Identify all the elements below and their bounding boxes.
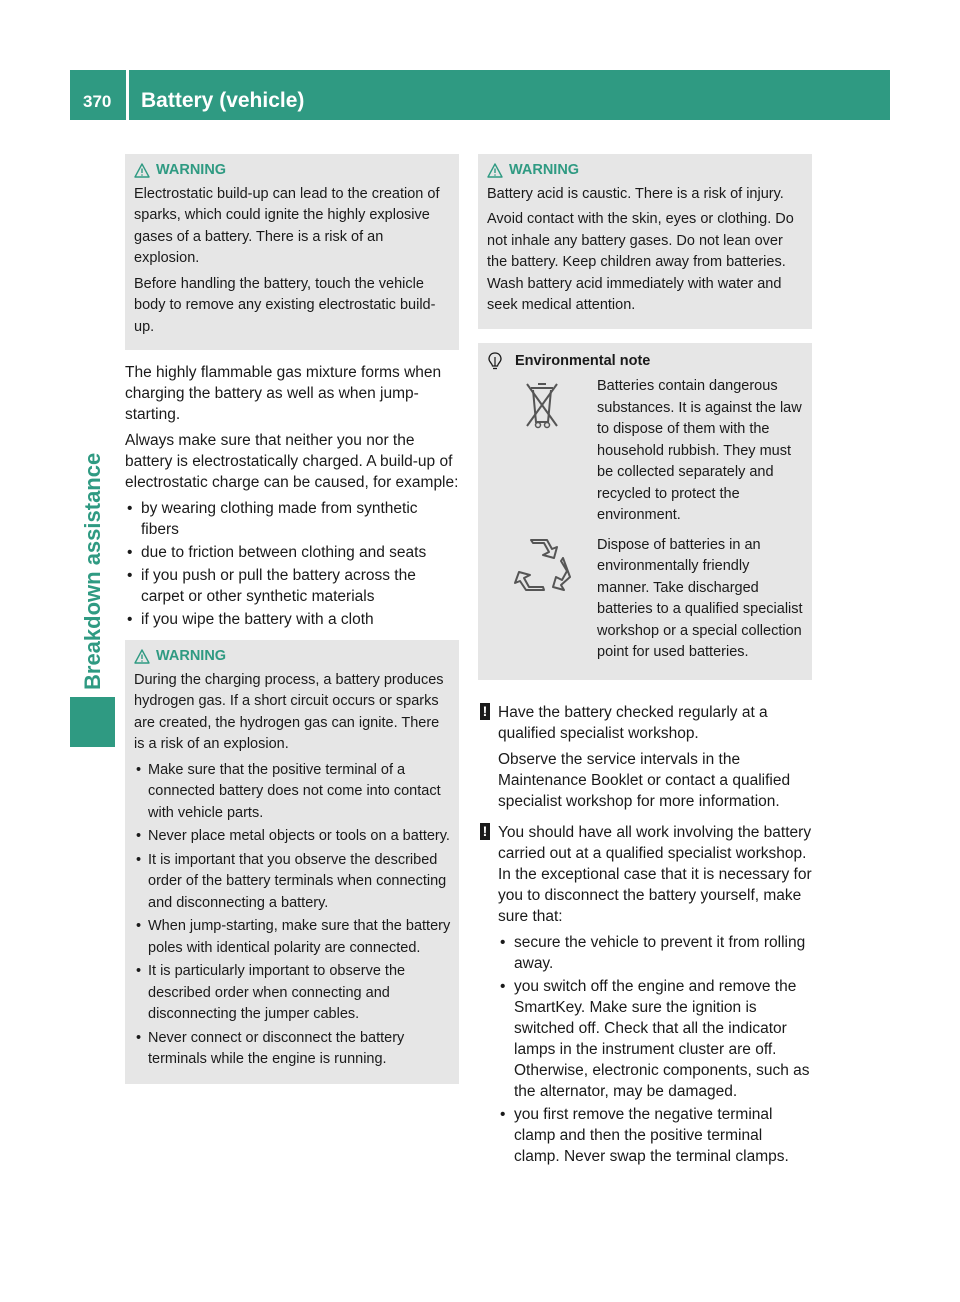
- warning-box-acid: [478, 154, 812, 329]
- note-text: You should have all work involving the battery carried out at a qualified specialist workshop. In the exceptional case that it is necessary for you to disconnect the battery yourself, make sure that:: [498, 823, 812, 925]
- exclamation-icon: !: [480, 703, 490, 720]
- list-item: • When jump-starting, make sure that the battery poles with identical polarity are connected.: [134, 916, 451, 959]
- list-item: • secure the vehicle to prevent it from rolling away.: [498, 932, 812, 974]
- warning-box-electrostatic: [125, 154, 459, 350]
- env-row-recycling: [487, 535, 804, 664]
- warning-triangle-icon: [134, 163, 150, 178]
- warning-list: [134, 760, 451, 1071]
- warning-text: Before handling the battery, touch the vehicle body to remove any existing electrostatic build-up.: [134, 275, 436, 335]
- list-item: • It is particularly important to observe the described order when connecting and disconnecting the jumper cables.: [134, 961, 451, 1026]
- warning-heading: [487, 160, 804, 182]
- warning-box-hydrogen: [125, 640, 459, 1084]
- body-paragraph: Always make sure that neither you nor the battery is electrostatically charged. A build-up of electrostatic charge can be caused, for example:: [125, 432, 459, 491]
- body-paragraph: The highly flammable gas mixture forms when charging the battery as well as when jump-starting.: [125, 364, 442, 423]
- header-divider: [126, 70, 129, 120]
- section-side-block: [70, 697, 115, 747]
- list-item: • due to friction between clothing and seats: [125, 542, 459, 563]
- warning-title: WARNING: [156, 648, 227, 664]
- env-row-disposal: [487, 376, 804, 527]
- list-item: • if you wipe the battery with a cloth: [125, 609, 459, 630]
- environmental-title: Environmental note: [515, 352, 651, 369]
- recycling-icon: [513, 537, 571, 593]
- warning-triangle-icon: [487, 163, 503, 178]
- right-column: [478, 154, 812, 1173]
- page-number: 370: [83, 92, 112, 111]
- list-item: • It is important that you observe the described order of the battery terminals when connecting and disconnecting a battery.: [134, 850, 451, 915]
- list-item: • you first remove the negative terminal clamp and then the positive terminal clamp. Never swap the terminal clamps.: [498, 1104, 812, 1167]
- service-note: [478, 702, 812, 812]
- env-text: Batteries contain dangerous substances. It is against the law to dispose of them with the household rubbish. They must be collected separately and recycled to protect the environment.: [597, 378, 802, 523]
- note-text: Observe the service intervals in the Maintenance Booklet or contact a qualified specialist workshop for more information.: [498, 750, 791, 810]
- environmental-heading: [487, 351, 804, 373]
- exclamation-icon: !: [480, 823, 490, 840]
- warning-text: Electrostatic build-up can lead to the creation of sparks, which could ignite the highly explosive gases of a battery. There is a risk of an explosion.: [134, 185, 440, 266]
- warning-heading: [134, 646, 451, 668]
- section-label-text: Breakdown assistance: [80, 452, 105, 690]
- warning-title: WARNING: [156, 162, 227, 178]
- list-item: • Make sure that the positive terminal of a connected battery does not come into contact with vehicle parts.: [134, 760, 451, 825]
- list-item: • you switch off the engine and remove the SmartKey. Make sure the ignition is switched off. Check that all the indicator lamps in the instrument cluster are off. Otherwise, electronic components, such as the alternator, may be damaged.: [498, 976, 812, 1102]
- env-text: Dispose of batteries in an environmentally friendly manner. Take discharged batteries to a qualified specialist workshop or a special collection point for used batteries.: [597, 536, 803, 660]
- page-title: Battery (vehicle): [141, 89, 305, 112]
- warning-text: During the charging process, a battery produces hydrogen gas. If a short circuit occurs or sparks are created, the hydrogen gas can ignite. There is a risk of an explosion.: [134, 671, 444, 752]
- disconnect-note: [478, 822, 812, 1167]
- environmental-note-box: [478, 343, 812, 680]
- warning-text: Avoid contact with the skin, eyes or clothing. Do not inhale any battery gases. Do not lean over the battery. Keep children away from batteries. Wash battery acid immediately with water and seek medical attention.: [487, 211, 794, 313]
- list-item: • by wearing clothing made from synthetic fibers: [125, 498, 459, 540]
- warning-triangle-icon: [134, 649, 150, 664]
- warning-title: WARNING: [509, 162, 580, 178]
- list-item: • Never connect or disconnect the battery terminals while the engine is running.: [134, 1028, 451, 1071]
- left-column: [125, 154, 459, 1096]
- crossed-bin-icon: [522, 378, 562, 432]
- lightbulb-icon: [487, 351, 503, 371]
- note-text: Have the battery checked regularly at a qualified specialist workshop.: [498, 703, 768, 742]
- note-list: [498, 932, 812, 1167]
- warning-text: Battery acid is caustic. There is a risk of injury.: [487, 185, 784, 202]
- list-item: • if you push or pull the battery across the carpet or other synthetic materials: [125, 565, 459, 607]
- cause-list: [125, 498, 459, 630]
- warning-heading: [134, 160, 451, 182]
- list-item: • Never place metal objects or tools on a battery.: [134, 826, 451, 848]
